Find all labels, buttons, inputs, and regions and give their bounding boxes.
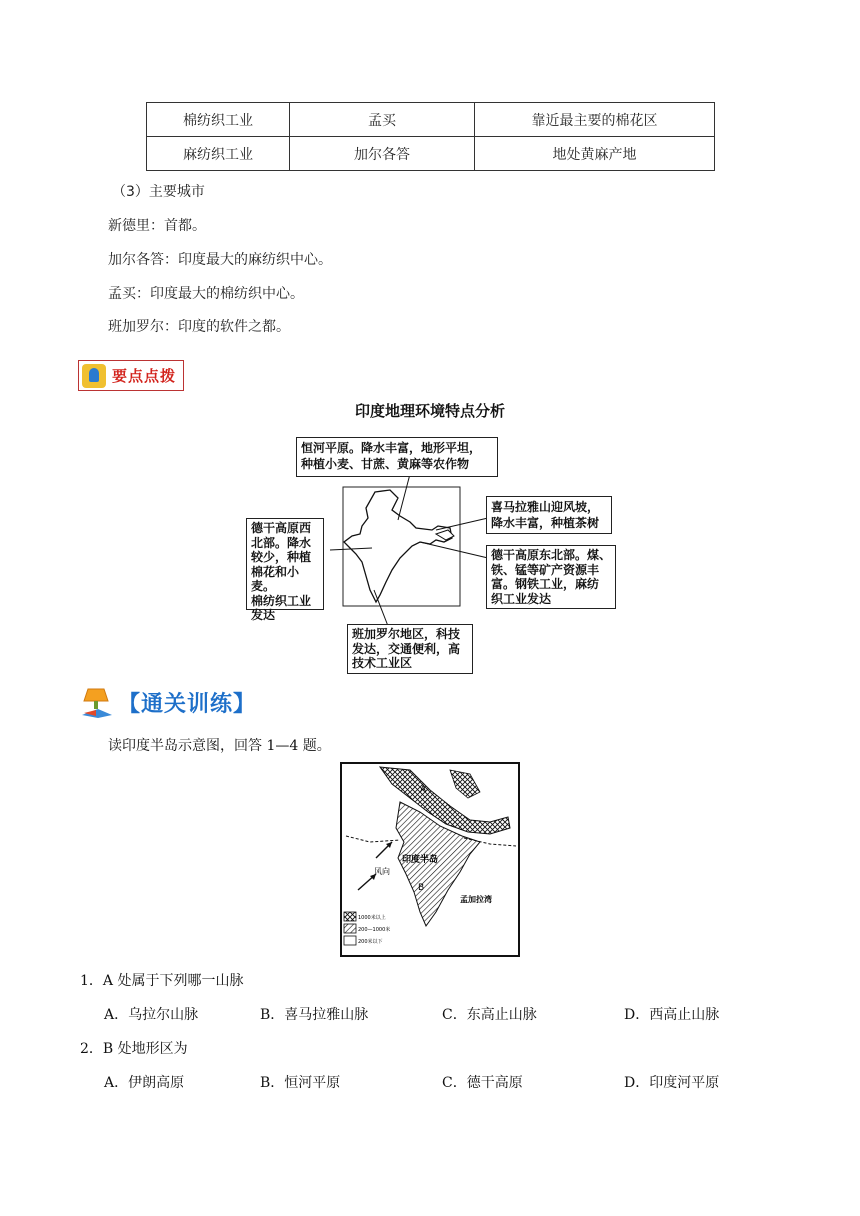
question-2: 2．B 处地形区为 [80,1041,188,1057]
option-b[interactable]: B．恒河平原 [260,1075,341,1091]
callout-himalaya [486,496,612,534]
label-wind: 风向 [374,867,390,876]
callout-line: 德干高原东北部。煤、 [491,548,612,562]
key-points-badge [78,360,184,391]
callout-line: 较少，种植 [251,550,312,564]
question-1: 1．A 处属于下列哪一山脉 [80,973,244,989]
legend-label: 1000米以上 [358,915,386,921]
city-item: 新德里：首都。 [108,218,206,234]
table-cell: 靠近最主要的棉花区 [475,103,715,137]
callout-line: 班加罗尔地区，科技 [352,627,461,641]
city-item: 孟买：印度最大的棉纺织中心。 [108,286,304,302]
option-c[interactable]: C．德干高原 [442,1075,523,1091]
table-cell: 加尔各答 [290,137,475,171]
callout-line: 德干高原西 [251,521,312,535]
figure-title: 印度地理环境特点分析 [354,402,505,420]
callout-line: 发达 [251,608,276,622]
section-title: 【通关训练】 [118,691,257,717]
city-item: 班加罗尔：印度的软件之都。 [108,319,290,335]
city-item: 加尔各答：印度最大的麻纺织中心。 [108,252,332,268]
table-cell: 棉纺织工业 [147,103,290,137]
india-peninsula-map [340,762,520,957]
legend-label: 200米以下 [358,939,383,945]
table-cell: 孟买 [290,103,475,137]
table-cell: 地处黄麻产地 [475,137,715,171]
option-a[interactable]: A．乌拉尔山脉 [104,1007,199,1023]
callout-ganges [296,437,498,477]
lamp-icon [80,685,114,719]
option-d[interactable]: D．西高止山脉 [624,1007,720,1023]
callout-line: 北部。降水 [251,535,312,550]
industry-table [146,102,715,171]
callout-line: 富。钢铁工业，麻纺 [491,577,600,591]
option-c[interactable]: C．东高止山脉 [442,1007,537,1023]
callout-deccan-nw [246,518,324,622]
teacher-icon [82,364,106,388]
table-row [147,137,715,171]
label-peninsula: 印度半岛 [402,855,439,865]
label-a: A [420,785,427,795]
callout-deccan-ne [486,545,616,609]
option-b[interactable]: B．喜马拉雅山脉 [260,1007,369,1023]
callout-line: 铁、锰等矿产资源丰 [491,562,600,577]
callout-line: 种植小麦、甘蔗、黄麻等农作物 [301,457,470,471]
legend-label: 200—1000米 [358,927,391,933]
callout-line: 喜马拉雅山迎风坡， [491,500,600,514]
label-bay: 孟加拉湾 [460,895,492,904]
callout-line: 降水丰富，种植茶树 [491,516,600,530]
cities-heading: （3）主要城市 [112,184,205,200]
callout-line: 发达，交通便利，高 [352,641,461,656]
label-b: B [418,883,425,893]
section-header [80,684,256,720]
callout-line: 技术工业区 [352,656,413,670]
callout-line: 棉纺织工业 [251,593,312,608]
callout-line: 棉花和小麦。 [251,564,300,593]
badge-label: 要点点拨 [112,367,177,385]
callout-line: 恒河平原。降水丰富，地形平坦， [301,441,482,455]
option-d[interactable]: D．印度河平原 [624,1075,720,1091]
table-row [147,103,715,137]
option-a[interactable]: A．伊朗高原 [104,1075,185,1091]
intro-text: 读印度半岛示意图，回答 1—4 题。 [108,738,331,754]
callout-line: 织工业发达 [491,591,552,606]
callout-bangalore [347,624,473,674]
table-cell: 麻纺织工业 [147,137,290,171]
